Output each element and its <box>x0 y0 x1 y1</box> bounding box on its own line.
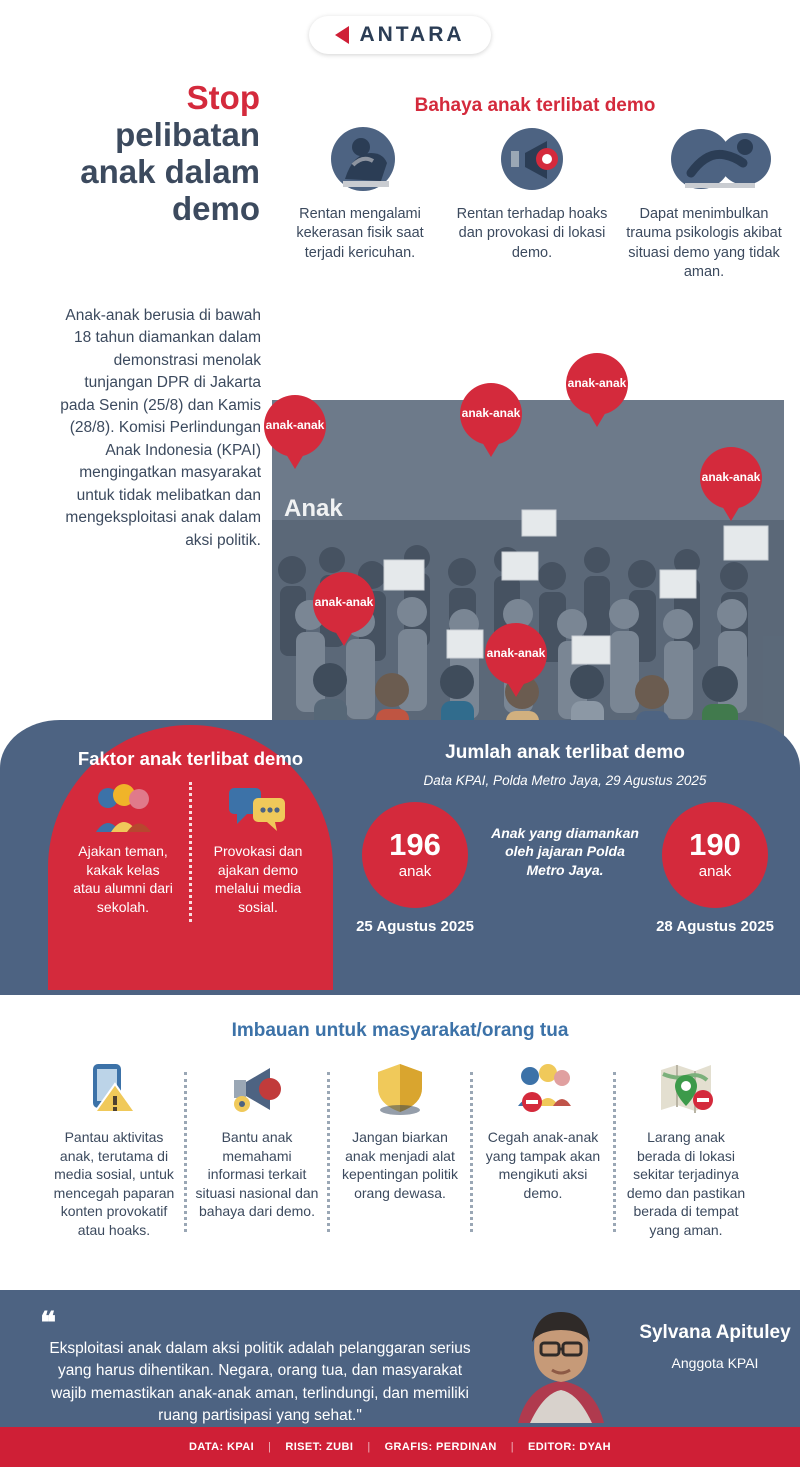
danger-text: Rentan terhadap hoaks dan provokasi di lokasi demo. <box>456 206 608 261</box>
header <box>0 0 800 70</box>
count-unit: anak <box>698 863 732 881</box>
title-rest: pelibatan anak dalam demo <box>80 115 260 227</box>
count-date: 28 Agustus 2025 <box>656 917 774 935</box>
credit-editor: EDITOR: DYAH <box>527 1441 612 1453</box>
dangers-list <box>278 125 788 282</box>
brand-name: ANTARA <box>359 23 465 46</box>
crowd-overlay-label: Anak <box>284 495 343 522</box>
advice-text: Jangan biarkan anak menjadi alat kepentingan politik orang dewasa. <box>342 1129 458 1201</box>
dangers-title: Bahaya anak terlibat demo <box>414 95 656 116</box>
count-number: 196 <box>389 827 441 863</box>
count-circle <box>662 802 768 908</box>
danger-text: Dapat menimbulkan trauma psikologis akibat situasi demo yang tidak aman. <box>626 206 782 280</box>
advice-item <box>616 1060 756 1240</box>
factor-text: Provokasi dan ajakan demo melalui media sosial. <box>213 843 303 915</box>
person-running-icon <box>661 125 747 197</box>
factor-item <box>202 782 314 922</box>
counts-note: Anak yang diamankan oleh jajaran Polda Metro Jaya. <box>491 824 639 879</box>
quote-text: Eksploitasi anak dalam aksi politik adalah pelanggaran serius yang harus dihentikan. Negara, orang tua, dan masyarakat wajib memastikan anak-anak aman, terlindungi, dan memiliki ruang partisipasi yang sehat." <box>49 1340 471 1425</box>
credit-data: DATA: KPAI <box>188 1441 255 1453</box>
advice-item <box>44 1060 184 1240</box>
advice-text: Larang anak berada di lokasi sekitar terjadinya demo dan pastikan berada di tempat yang aman. <box>626 1129 746 1239</box>
avatar <box>500 1298 622 1423</box>
people-block-icon <box>510 1060 576 1118</box>
person-name: Sylvana Apituley <box>639 1322 791 1343</box>
crowd-pin: anak-anak <box>264 395 326 457</box>
chat-bubbles-icon <box>227 782 289 834</box>
advice-text: Bantu anak memahami informasi terkait situasi nasional dan bahaya dari demo. <box>195 1129 319 1220</box>
crowd-pin: anak-anak <box>460 383 522 445</box>
danger-item <box>622 125 786 282</box>
count-unit: anak <box>398 863 432 881</box>
count-date: 25 Agustus 2025 <box>356 917 474 935</box>
page-title <box>40 80 260 228</box>
advice-text: Cegah anak-anak yang tampak akan mengikuti aksi demo. <box>485 1129 601 1201</box>
factor-item <box>67 782 179 922</box>
danger-text: Rentan mengalami kekerasan fisik saat terjadi kericuhan. <box>296 206 424 261</box>
lead-paragraph: Anak-anak berusia di bawah 18 tahun diamankan dalam demonstrasi menolak tunjangan DPR di Jakarta pada Senin (25/8) dan Kamis (28/8). Komisi Perlindungan Anak Indonesia (KPAI) mengingatkan masyarakat untuk tidak melibatkan dan mengeksploitasi anak dalam aksi politik. <box>60 307 261 549</box>
credit-separator: | <box>268 1441 272 1453</box>
danger-item <box>450 125 614 282</box>
credits-bar <box>0 1427 800 1467</box>
quote-block <box>40 1307 480 1428</box>
person-role: Anggota KPAI <box>671 1354 759 1371</box>
advice-item <box>330 1060 470 1240</box>
antara-logo <box>309 16 490 54</box>
credit-grafis: GRAFIS: PERDINAN <box>384 1441 497 1453</box>
counts-source: Data KPAI, Polda Metro Jaya, 29 Agustus 2025 <box>423 773 707 788</box>
advice-title: Imbauan untuk masyarakat/orang tua <box>231 1020 569 1041</box>
friends-icon <box>92 782 154 834</box>
counts-title: Jumlah anak terlibat demo <box>445 742 685 763</box>
advice-item <box>187 1060 327 1240</box>
map-pin-ban-icon <box>653 1060 719 1118</box>
count-circle <box>362 802 468 908</box>
factor-text: Ajakan teman, kakak kelas atau alumni dari sekolah. <box>73 843 173 915</box>
megaphone-gear-icon <box>224 1060 290 1118</box>
shield-icon <box>367 1060 433 1118</box>
credit-separator: | <box>510 1441 514 1453</box>
crowd-pin: anak-anak <box>313 572 375 634</box>
count-number: 190 <box>689 827 741 863</box>
factors-title: Faktor anak terlibat demo <box>77 748 304 769</box>
phone-alert-icon <box>81 1060 147 1118</box>
factors-divider <box>189 782 192 922</box>
person-info <box>635 1322 795 1371</box>
antara-triangle-icon <box>335 26 349 44</box>
factors-and-counts-band <box>0 720 800 995</box>
crowd-pin: anak-anak <box>485 623 547 685</box>
credit-separator: | <box>367 1441 371 1453</box>
advice-item <box>473 1060 613 1240</box>
count-item <box>350 802 480 937</box>
advice-list <box>0 1060 800 1240</box>
title-stop: Stop <box>186 79 260 116</box>
credit-riset: RISET: ZUBI <box>285 1441 354 1453</box>
crowd-pin: anak-anak <box>566 353 628 415</box>
advice-text: Pantau aktivitas anak, terutama di media sosial, untuk mencegah paparan konten provokatif atau hoaks. <box>53 1129 175 1239</box>
quote-person <box>490 1290 800 1427</box>
crowd-pin: anak-anak <box>700 447 762 509</box>
factors-panel <box>48 725 333 990</box>
quote-section <box>0 1290 800 1427</box>
factors-list <box>48 782 333 922</box>
counts-panel <box>350 742 780 936</box>
child-crouching-icon <box>317 125 403 197</box>
danger-item <box>278 125 442 282</box>
advice-section <box>0 995 800 1295</box>
count-item <box>650 802 780 937</box>
megaphone-hoax-icon <box>489 125 575 197</box>
quote-mark-icon: ❝ <box>40 1307 57 1340</box>
counts-list <box>350 802 780 937</box>
